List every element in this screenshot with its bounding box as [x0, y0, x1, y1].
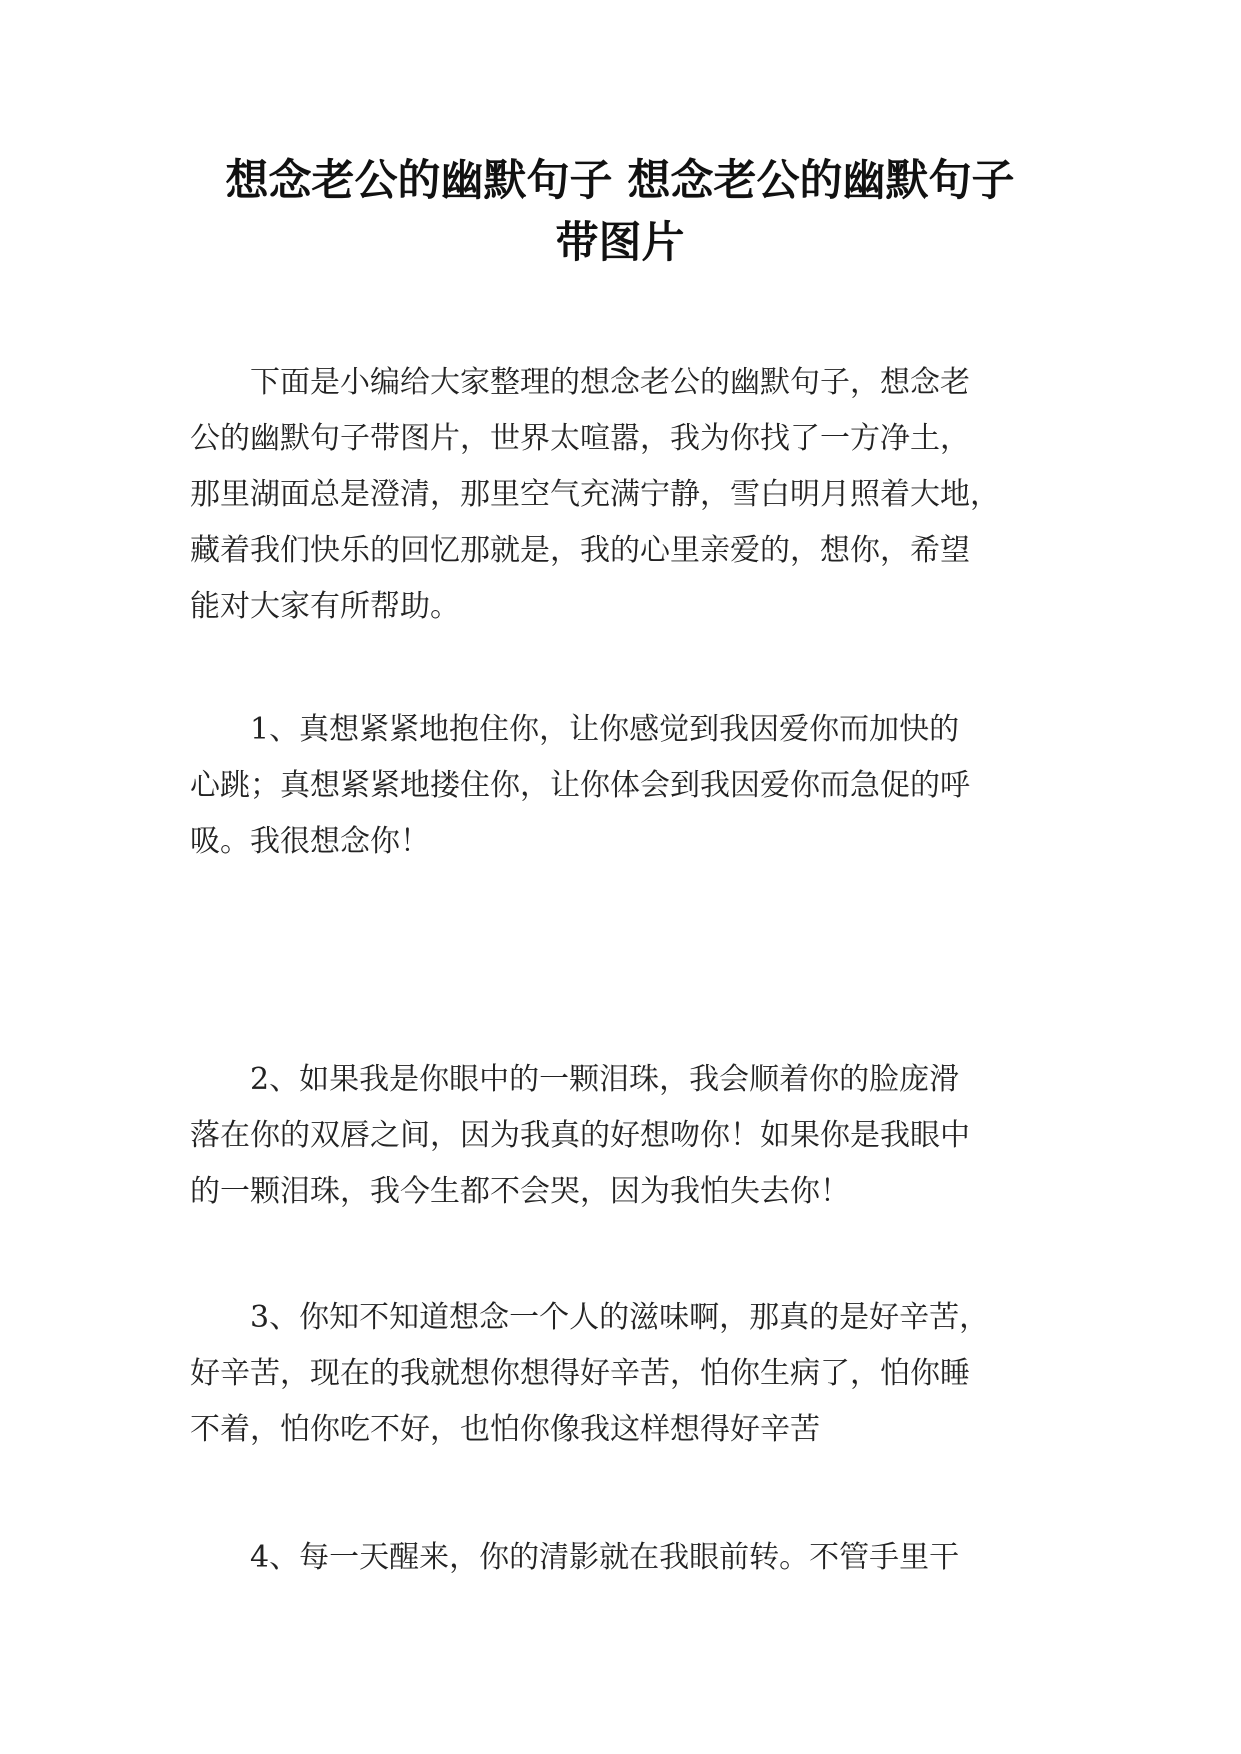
- item-2-paragraph: [190, 1052, 1050, 1220]
- document-title: [180, 150, 1060, 274]
- paragraph-line: 3、你知不知道想念一个人的滋味啊，那真的是好辛苦，: [190, 1300, 990, 1335]
- item-4-paragraph: [190, 1530, 1050, 1586]
- paragraph-line: 下面是小编给大家整理的想念老公的幽默句子，想念老: [190, 365, 970, 400]
- paragraph-line: 不着，怕你吃不好，也怕你像我这样想得好辛苦: [190, 1412, 820, 1447]
- title-line-2: 带图片: [555, 218, 685, 268]
- paragraph-line: 的一颗泪珠，我今生都不会哭，因为我怕失去你！: [190, 1174, 850, 1209]
- paragraph-line: 4、每一天醒来，你的清影就在我眼前转。不管手里干: [190, 1540, 960, 1575]
- paragraph-line: 藏着我们快乐的回忆那就是，我的心里亲爱的，想你，希望: [190, 533, 970, 568]
- paragraph-line: 心跳；真想紧紧地搂住你，让你体会到我因爱你而急促的呼: [190, 768, 970, 803]
- paragraph-line: 公的幽默句子带图片，世界太喧嚣，我为你找了一方净土，: [190, 421, 970, 456]
- paragraph-line: 能对大家有所帮助。: [190, 589, 460, 624]
- paragraph-line: 1、真想紧紧地抱住你，让你感觉到我因爱你而加快的: [190, 712, 960, 747]
- paragraph-line: 好辛苦，现在的我就想你想得好辛苦，怕你生病了，怕你睡: [190, 1356, 970, 1391]
- title-line-1: 想念老公的幽默句子 想念老公的幽默句子: [225, 156, 1015, 206]
- paragraph-line: 落在你的双唇之间，因为我真的好想吻你！如果你是我眼中: [190, 1118, 970, 1153]
- item-1-paragraph: [190, 702, 1050, 870]
- paragraph-line: 2、如果我是你眼中的一颗泪珠，我会顺着你的脸庞滑: [190, 1062, 960, 1097]
- item-3-paragraph: [190, 1290, 1050, 1458]
- intro-paragraph: [190, 355, 1050, 635]
- paragraph-line: 那里湖面总是澄清，那里空气充满宁静，雪白明月照着大地，: [190, 477, 1000, 512]
- paragraph-line: 吸。我很想念你！: [190, 824, 430, 859]
